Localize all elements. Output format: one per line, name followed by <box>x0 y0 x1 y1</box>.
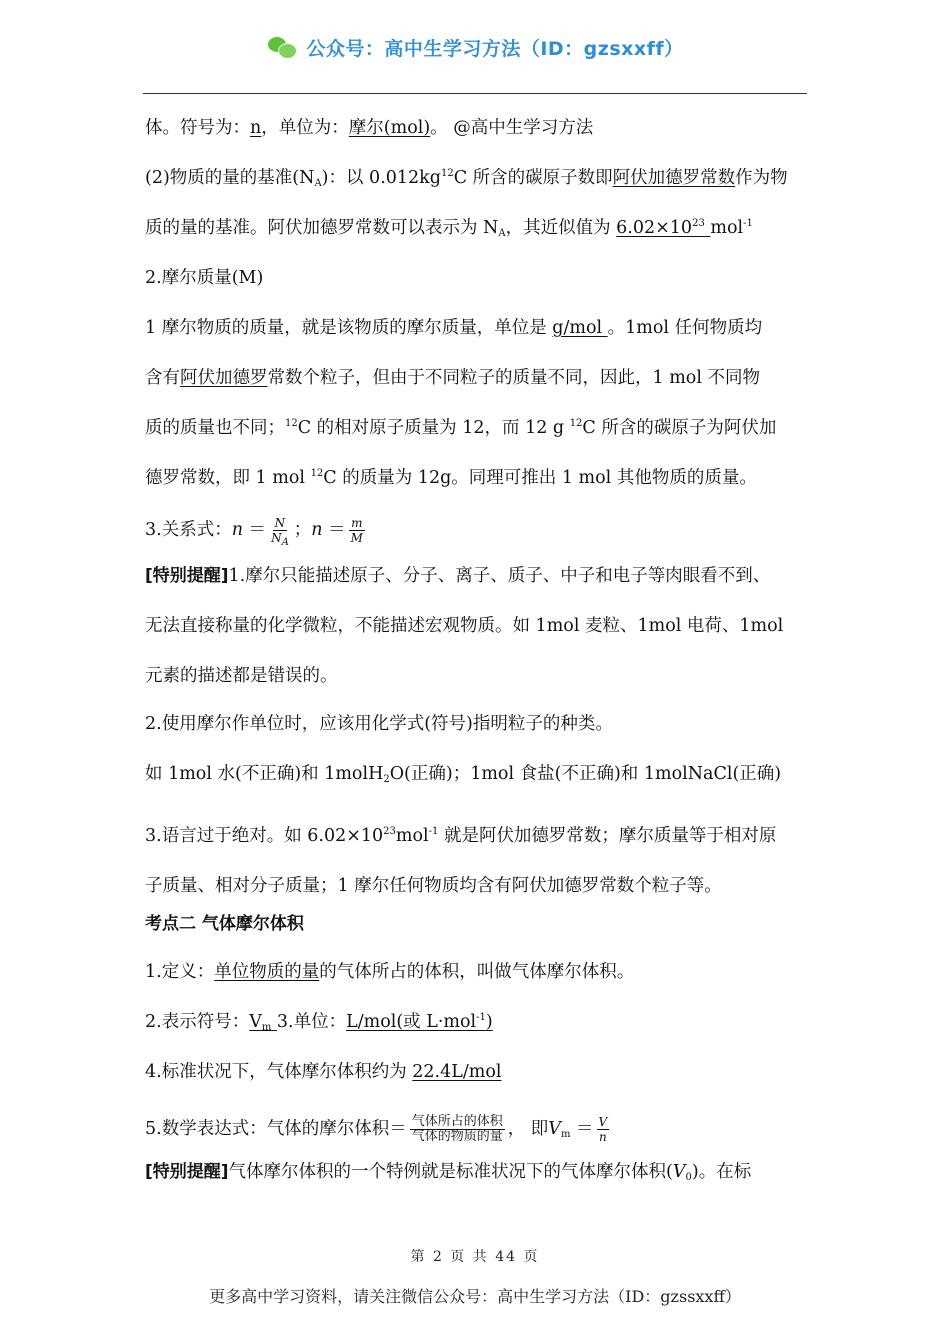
formula-line: 5.数学表达式：气体的摩尔体积＝ $\frac{\text{气体所占的体积}}{\text{气体的物质的量}}$ ， 即$V_m$ ＝ $\frac{V}{n}$ <box>145 1114 608 1144</box>
text-line: 3.语言过于绝对。如 $6.02\times 10^{23}mol^{-1}$ 就是阿伏加德罗常数；摩尔质量等于相对原 <box>145 826 777 846</box>
note-label: [特别提醒] <box>145 1162 229 1182</box>
text-line: 如 1mol 水(不正确)和 1molH$_2$O(正确)；1mol 食盐(不正确)和 1molNaCl(正确) <box>145 764 782 785</box>
text-line: 1.定义：单位物质的量的气体所占的体积，叫做气体摩尔体积。 <box>145 962 635 982</box>
header-divider <box>143 93 807 94</box>
text-line: (2)物质的量的基准$(N_A)$：以 $0.012kg^{12}C$ 所含的碳原子数即阿伏加德罗常数作为物 <box>145 168 788 189</box>
text-line: 子质量、相对分子质量；1 摩尔任何物质均含有阿伏加德罗常数个粒子等。 <box>145 876 722 896</box>
text-line: 德罗常数，即 1 mol $^{12}$C 的质量为 12g。同理可推出 1 mol 其他物质的质量。 <box>145 468 757 488</box>
text-line: 质的量的基准。阿伏加德罗常数可以表示为 $N_A$，其近似值为 $6.02\times 10^{23}$ mol$^{-1}$ <box>145 218 753 239</box>
section-heading: 2.摩尔质量(M) <box>145 268 264 288</box>
fraction-n: $\frac{N}{N_A}$ <box>271 516 289 548</box>
header-title: 公众号：高中生学习方法（ID：gzsxxff） <box>306 37 684 60</box>
text-line: 体。符号为：n，单位为：摩尔(mol)。 @高中生学习方法 <box>145 118 594 138</box>
text-line: 质的质量也不同；$^{12}$C 的相对原子质量为 12，而 12 g $^{12}$C 所含的碳原子为阿伏加 <box>145 418 777 438</box>
text-line: 1 摩尔物质的质量，就是该物质的摩尔质量，单位是 g/mol 。1mol 任何物质均 <box>145 318 763 338</box>
formula-line: 3.关系式：n ＝ $\frac{N}{N_A}$ ；n ＝ $\frac{m}{M}$ <box>145 516 363 548</box>
text-line: 4.标准状况下，气体摩尔体积约为 22.4L/mol <box>145 1062 502 1082</box>
section-heading: 考点二 气体摩尔体积 <box>145 914 304 934</box>
text-line: 无法直接称量的化学微粒，不能描述宏观物质。如 1mol 麦粒、1mol 电荷、1mol <box>145 616 784 636</box>
footer-notice: 更多高中学习资料，请关注微信公众号：高中生学习方法（ID：gzssxxff） <box>209 1287 741 1306</box>
fraction-v-n: $\frac{V}{n}$ <box>598 1115 608 1144</box>
text-line: [特别提醒]气体摩尔体积的一个特例就是标准状况下的气体摩尔体积$(V_0)$。在标 <box>145 1162 752 1183</box>
text-line: 含有阿伏加德罗常数个粒子，但由于不同粒子的质量不同，因此，1 mol 不同物 <box>145 368 760 388</box>
text-line: 元素的描述都是错误的。 <box>145 666 338 686</box>
wechat-icon <box>266 35 300 59</box>
fraction-m: $\frac{m}{M}$ <box>350 516 363 545</box>
fraction-gas-volume: $\frac{\text{气体所占的体积}}{\text{气体的物质的量}}$ <box>411 1114 503 1144</box>
text-line: 2.表示符号：$V_m$ 3.单位：L/mol(或 L·mol$^{-1}$) <box>145 1012 493 1033</box>
page-number: 第 2 页 共 44 页 <box>410 1249 540 1265</box>
text-line: 2.使用摩尔作单位时，应该用化学式(符号)指明粒子的种类。 <box>145 714 613 734</box>
page-header <box>0 30 950 64</box>
note-label: [特别提醒] <box>145 566 229 586</box>
text-line: [特别提醒]1.摩尔只能描述原子、分子、离子、质子、中子和电子等肉眼看不到、 <box>145 566 771 586</box>
